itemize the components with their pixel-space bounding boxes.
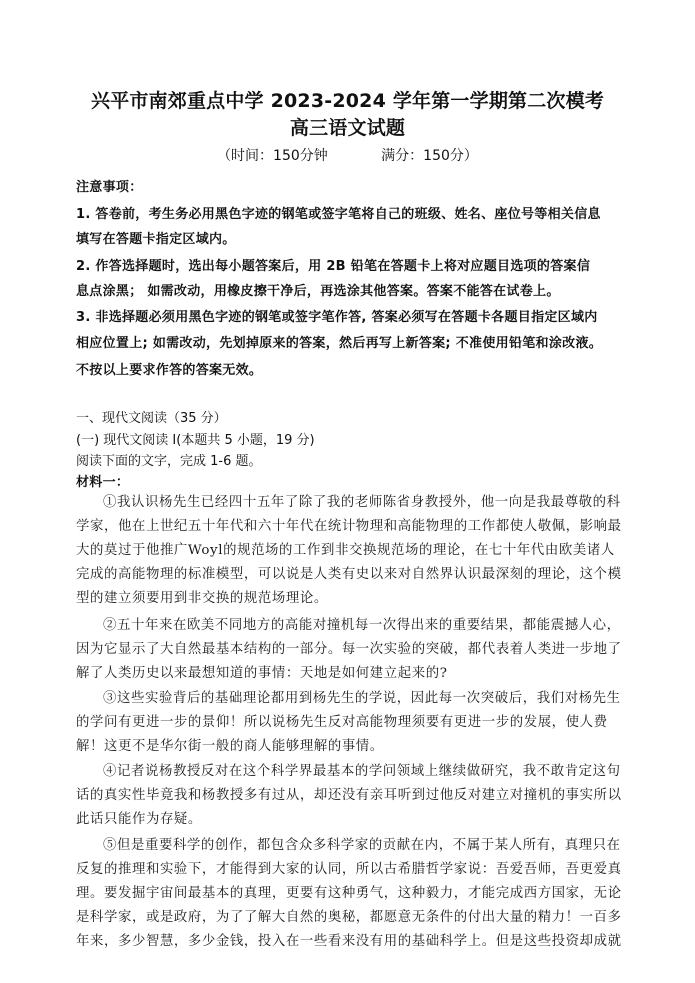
passage-line: 型的建立须要用到非交换的规范场理论。 xyxy=(76,591,328,606)
material-label: 材料一： xyxy=(76,475,130,490)
notice-item-1: 1. 答卷前，考生务必用黑色字迹的钢笔或签字笔将自己的班级、姓名、座位号等相关信息 xyxy=(76,207,601,222)
notice-item-3-cont: 相应位置上; 如需改动，先划掉原来的答案，然后再写上新答案; 不准使用铅笔和涂改液。 xyxy=(76,336,603,351)
passage-line: 反复的推理和实验下，才能得到大家的认同，所以古希腊哲学家说：吾爱吾师，吾更爱真 xyxy=(76,862,622,877)
subsection-heading: (一) 现代文阅读 I(本题共 5 小题，19 分) xyxy=(76,433,315,448)
passage-line: 是科学家，或是政府，为了了解大自然的奥秘，都愿意无条件的付出大量的精力！一百多 xyxy=(76,910,622,925)
notice-item-2-cont: 息点涂黑； 如需改动，用橡皮擦干净后，再选涂其他答案。答案不能答在试卷上。 xyxy=(76,284,560,299)
notice-item-3: 3. 非选择题必须用黑色字迹的钢笔或签字笔作答, 答案必须写在答题卡各题目指定区域内 xyxy=(76,310,598,325)
passage-line: 解！这更不是华尔街一般的商人能够理解的事情。 xyxy=(76,739,384,754)
passage-line: ④记者说杨教授反对在这个科学界最基本的学问领域上继续做研究，我不敢肯定这句 xyxy=(103,764,621,779)
time-and-score: （时间：150分钟 满分：150分） xyxy=(217,148,478,164)
notice-item-2: 2. 作答选择题时，选出每小题答案后，用 2B 铅笔在答题卡上将对应题目选项的答案信 xyxy=(76,259,591,274)
passage-line: 完成的高能物理的标准模型，可以说是人类有史以来对自然界认识最深刻的理论，这个模 xyxy=(76,567,622,582)
passage-line: 理。要发掘宇宙间最基本的真理，更要有这种勇气，这种毅力，才能完成西方国家，无论 xyxy=(76,886,622,901)
notice-heading: 注意事项： xyxy=(76,180,143,195)
passage-line: 此话只能作为存疑。 xyxy=(76,812,202,827)
passage-line: 解了人类历史以来最想知道的事情：天地是如何建立起来的? xyxy=(76,666,448,681)
passage-line: 的学问有更进一步的景仰！所以说杨先生反对高能物理须要有更进一步的发展，使人费 xyxy=(76,715,608,730)
passage-line: 因为它显示了大自然最基本结构的一部分。每一次实验的突破，都代表着人类进一步地了 xyxy=(76,642,622,657)
reading-instruction: 阅读下面的文字，完成 1-6 题。 xyxy=(76,454,262,469)
passage-line: 年来，多少智慧，多少金钱，投入在一些看来没有用的基础科学上。但是这些投资却成就 xyxy=(76,934,622,949)
notice-item-1-cont: 填写在答题卡指定区域内。 xyxy=(76,232,236,247)
passage-line: ①我认识杨先生已经四十五年了除了我的老师陈省身教授外，他一向是我最尊敬的科 xyxy=(103,495,621,510)
passage-line: ②五十年来在欧美不同地方的高能对撞机每一次得出来的重要结果，都能震撼人心， xyxy=(103,618,621,633)
passage-line: 大的莫过于他推广Woyl的规范场的工作到非交换规范场的理论，在七十年代由欧美诸人 xyxy=(76,543,615,558)
passage-line: ⑤但是重要科学的创作，都包含众多科学家的贡献在内，不属于某人所有，真理只在 xyxy=(103,838,621,853)
passage-line: 学家，他在上世纪五十年代和六十年代在统计物理和高能物理的工作都使人敬佩，影响最 xyxy=(76,519,622,534)
section-heading: 一、现代文阅读（35 分） xyxy=(76,411,227,426)
notice-item-3-end: 不按以上要求作答的答案无效。 xyxy=(76,363,263,378)
passage-line: ③这些实验背后的基础理论都用到杨先生的学说，因此每一次突破后，我们对杨先生 xyxy=(103,691,621,706)
exam-subject-title: 高三语文试题 xyxy=(289,117,406,139)
exam-title: 兴平市南郊重点中学 2023-2024 学年第一学期第二次模考 xyxy=(90,90,605,112)
passage-line: 话的真实性毕竟我和杨教授多有过从，却还没有亲耳听到过他反对建立对撞机的事实所以 xyxy=(76,788,622,803)
